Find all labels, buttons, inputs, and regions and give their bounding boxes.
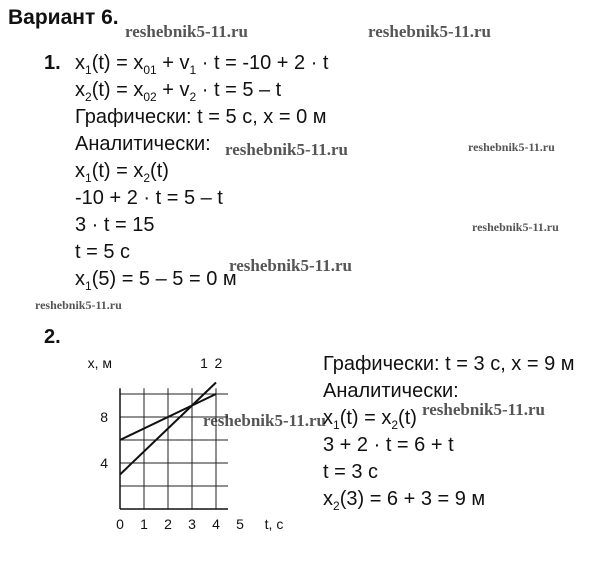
watermark: reshebnik5-11.ru (468, 140, 555, 154)
series-label-2: 2 (214, 355, 223, 371)
watermark: reshebnik5-11.ru (35, 298, 122, 312)
x-tick-label: 5 (236, 516, 244, 532)
p1-line-2: $x_2(t) = x_{02} + v_2 \cdot t = 5 - t$ (75, 79, 282, 104)
watermark: reshebnik5-11.ru (472, 220, 559, 234)
series-label-1: 1 (200, 355, 208, 371)
p2-line-2: Аналитически: (323, 380, 459, 402)
p1-line-9: $x_1(5) = 5 - 5 = 0$ м (75, 268, 237, 293)
x-tick-label: 1 (140, 516, 148, 532)
p2-line-5: t = 3 с (323, 461, 379, 483)
watermark: reshebnik5-11.ru (125, 22, 248, 41)
x-tick-label: 4 (212, 516, 220, 532)
p1-line-6: -10 + 2 · t = 5 – t (75, 187, 223, 209)
page-title: Вариант 6. (8, 6, 119, 29)
p1-line-1: $x_1(t) = x_{01} + v_1 \cdot t = -10 + 2 \cdot t$ (75, 52, 329, 77)
p2-line-3: $x_1(t) = x_2(t)$ (323, 407, 417, 432)
y-tick-label: 8 (100, 409, 108, 425)
p2-line-1: Графически: t = 3 с, x = 9 м (323, 353, 575, 375)
watermark: reshebnik5-11.ru (422, 400, 545, 419)
p1-line-8: t = 5 с (75, 241, 131, 263)
p1-line-7: 3 · t = 15 (75, 214, 155, 236)
x-tick-label: 3 (188, 516, 196, 532)
p2-line-4: 3 + 2 · t = 6 + t (323, 434, 454, 456)
problem-2-number: 2. (44, 326, 61, 348)
p1-line-5: $x_1(t) = x_2(t)$ (75, 160, 169, 185)
p1-line-3: Графически: t = 5 с, x = 0 м (75, 106, 327, 128)
problem-1-number: 1. (44, 52, 61, 74)
y-tick-label: 4 (100, 455, 108, 471)
p1-line-4: Аналитически: (75, 133, 211, 155)
watermark: reshebnik5-11.ru (368, 22, 491, 41)
watermark: reshebnik5-11.ru (225, 140, 348, 159)
x-tick-label: 2 (164, 516, 172, 532)
x-axis-label: t, с (264, 516, 284, 532)
p2-line-6: $x_2(3) = 6 + 3 = 9$ м (323, 488, 486, 513)
x-tick-label: 0 (116, 516, 124, 532)
watermark: reshebnik5-11.ru (203, 411, 326, 430)
watermark: reshebnik5-11.ru (229, 256, 352, 275)
y-axis-label: x, м (87, 355, 112, 371)
